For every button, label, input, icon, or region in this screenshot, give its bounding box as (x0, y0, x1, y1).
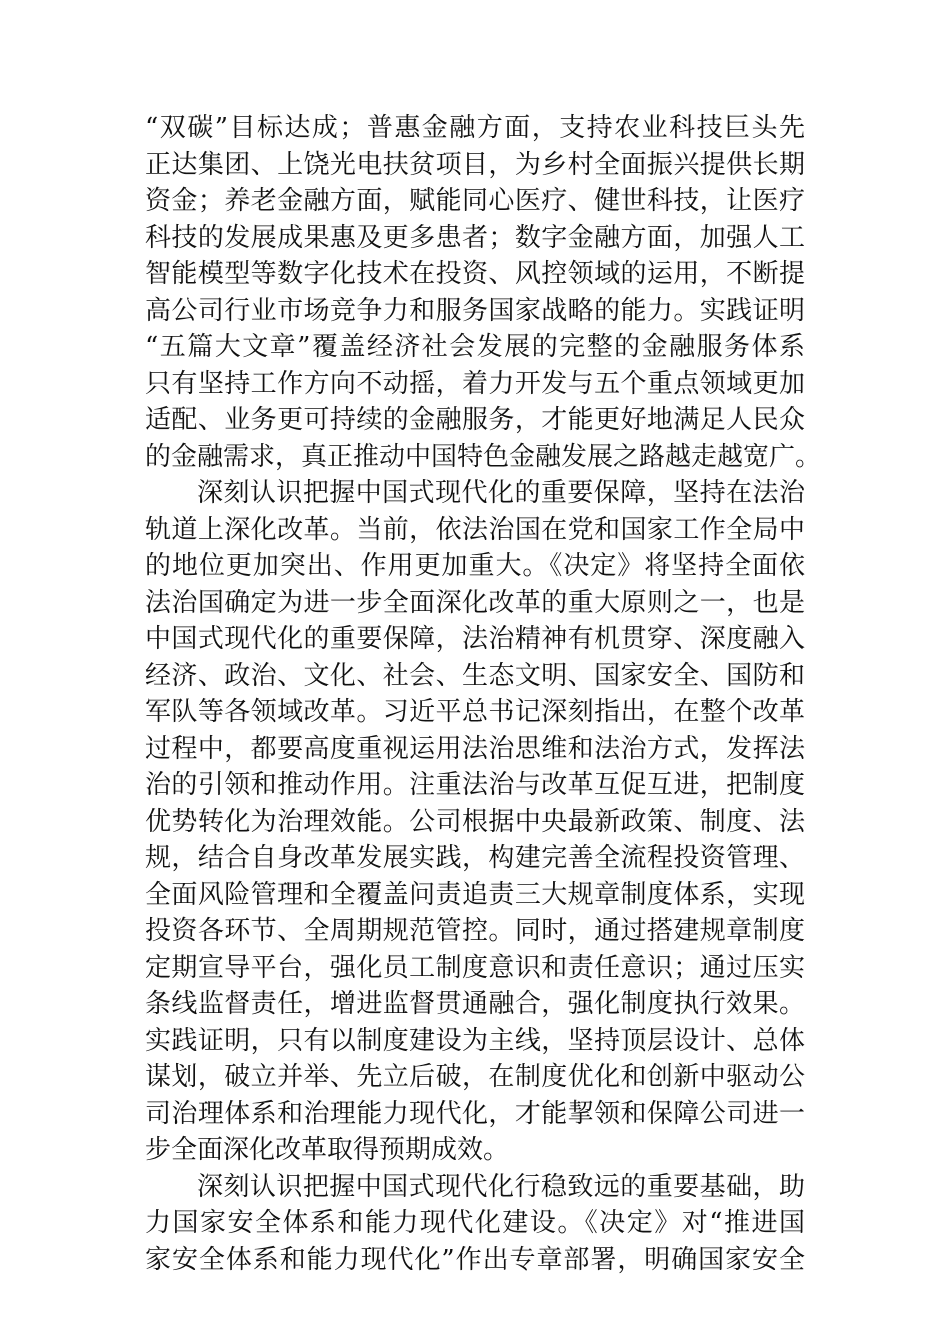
text-line: 高公司行业市场竞争力和服务国家战略的能力。实践证明 (145, 295, 805, 326)
text-line: 定期宣导平台，强化员工制度意识和责任意识；通过压实 (145, 952, 805, 983)
text-line: 的地位更加突出、作用更加重大。《决定》将坚持全面依 (145, 551, 805, 581)
text-line: 科技的发展成果惠及更多患者；数字金融方面，加强人工 (145, 222, 805, 253)
text-line: 适配、业务更可持续的金融服务，才能更好地满足人民众 (145, 405, 805, 435)
text-line: 优势转化为治理效能。公司根据中央最新政策、制度、法 (145, 806, 805, 837)
text-line: 力国家安全体系和能力现代化建设。《决定》对“推进国 (145, 1208, 805, 1238)
text-line: 谋划，破立并举、先立后破，在制度优化和创新中驱动公 (145, 1062, 805, 1092)
text-line: “五篇大文章”覆盖经济社会发展的完整的金融服务体系 (145, 332, 805, 362)
paragraph (145, 110, 822, 475)
text-line: 治的引领和推动作用。注重法治与改革互促互进，把制度 (145, 770, 805, 800)
text-line: 条线监督责任，增进监督贯通融合，强化制度执行效果。 (145, 989, 805, 1019)
text-line: “双碳”目标达成；普惠金融方面，支持农业科技巨头先 (145, 113, 805, 143)
text-line: 法治国确定为进一步全面深化改革的重大原则之一，也是 (145, 587, 805, 618)
text-line: 过程中，都要高度重视运用法治思维和法治方式，发挥法 (145, 733, 805, 764)
text-line: 实践证明，只有以制度建设为主线，坚持顶层设计、总体 (145, 1025, 805, 1056)
text-line: 的金融需求，真正推动中国特色金融发展之路越走越宽广。 (145, 441, 822, 472)
text-line: 经济、政治、文化、社会、生态文明、国家安全、国防和 (145, 660, 805, 691)
text-line: 规，结合自身改革发展实践，构建完善全流程投资管理、 (145, 843, 805, 873)
text-line: 家安全体系和能力现代化”作出专章部署，明确国家安全 (145, 1244, 805, 1275)
document-body (145, 110, 822, 1278)
paragraph (145, 1169, 805, 1279)
paragraph (145, 475, 805, 1169)
text-line: 中国式现代化的重要保障，法治精神有机贯穿、深度融入 (145, 624, 805, 654)
text-line: 步全面深化改革取得预期成效。 (145, 1135, 510, 1165)
text-line: 军队等各领域改革。习近平总书记深刻指出，在整个改革 (145, 697, 805, 727)
text-line: 资金；养老金融方面，赋能同心医疗、健世科技，让医疗 (145, 186, 805, 216)
text-line: 智能模型等数字化技术在投资、风控领域的运用，不断提 (145, 259, 805, 289)
text-line: 轨道上深化改革。当前，依法治国在党和国家工作全局中 (145, 514, 805, 545)
text-line: 投资各环节、全周期规范管控。同时，通过搭建规章制度 (145, 916, 805, 946)
text-line: 深刻认识把握中国式现代化的重要保障，坚持在法治 (197, 478, 805, 508)
text-line: 深刻认识把握中国式现代化行稳致远的重要基础，助 (197, 1171, 805, 1202)
text-line: 全面风险管理和全覆盖问责追责三大规章制度体系，实现 (145, 879, 805, 910)
text-line: 正达集团、上饶光电扶贫项目，为乡村全面振兴提供长期 (145, 149, 805, 180)
text-line: 司治理体系和治理能力现代化，才能挈领和保障公司进一 (145, 1098, 805, 1129)
text-line: 只有坚持工作方向不动摇，着力开发与五个重点领域更加 (145, 368, 805, 399)
